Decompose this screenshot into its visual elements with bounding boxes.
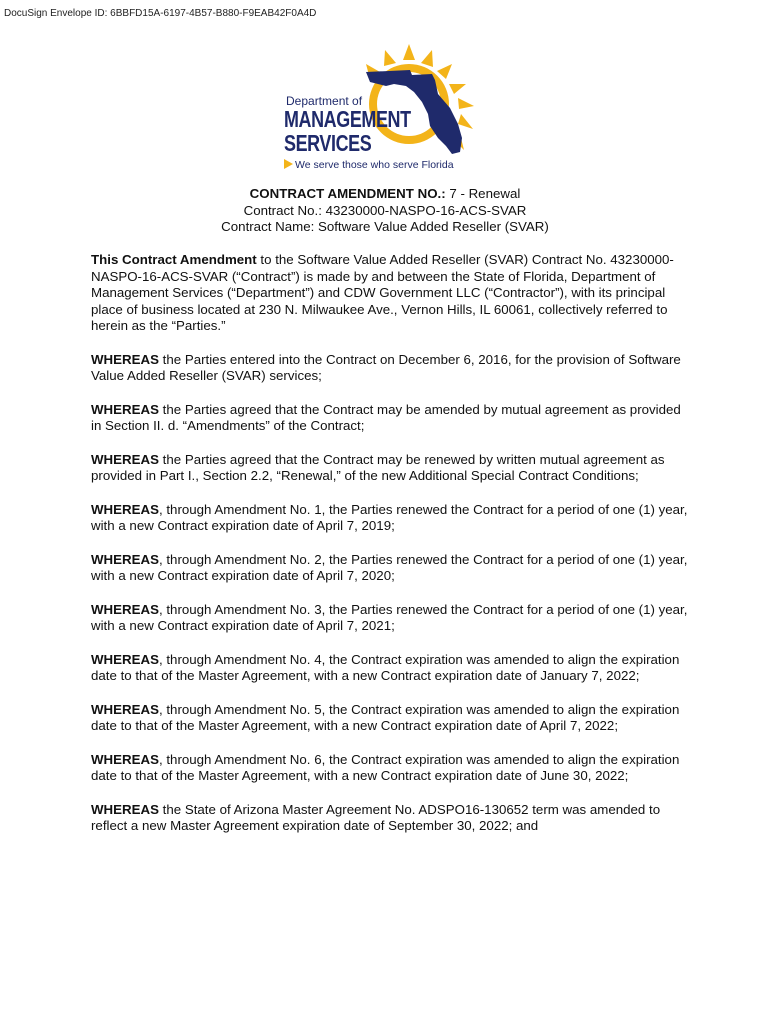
paragraph-lead: WHEREAS bbox=[91, 601, 159, 617]
paragraph-lead: This Contract Amendment bbox=[91, 252, 257, 267]
paragraph-text: , through Amendment No. 1, the Parties renewed the Contract for a period of one (1) year, with a new Contract expiration date of April 7, 2019; bbox=[91, 501, 688, 533]
paragraph-whereas bbox=[91, 552, 691, 585]
paragraph-whereas bbox=[91, 502, 691, 535]
paragraph-whereas bbox=[91, 602, 691, 635]
paragraph-whereas bbox=[91, 752, 691, 785]
paragraph-lead: WHEREAS bbox=[91, 801, 159, 817]
paragraph-text: the Parties agreed that the Contract may be amended by mutual agreement as provided in Section II. d. “Amendments” of the Contract; bbox=[91, 401, 681, 433]
logo-services-text: SERVICES bbox=[284, 130, 372, 156]
paragraph-text: the State of Arizona Master Agreement No. ADSPO16-130652 term was amended to reflect a new Master Agreement expiration date of September 30, 2022; and bbox=[91, 801, 661, 833]
document-body bbox=[91, 252, 691, 852]
paragraph-lead: WHEREAS bbox=[91, 751, 159, 767]
amendment-value: 7 - Renewal bbox=[445, 186, 521, 201]
paragraph-text: the Parties entered into the Contract on December 6, 2016, for the provision of Software Value Added Reseller (SVAR) services; bbox=[91, 351, 681, 383]
logo-management-text: MANAGEMENT bbox=[284, 106, 411, 132]
contract-name: Contract Name: Software Value Added Reseller (SVAR) bbox=[221, 219, 549, 234]
dms-logo bbox=[282, 42, 492, 174]
contract-header bbox=[0, 186, 770, 236]
paragraph-text: , through Amendment No. 5, the Contract expiration was amended to align the expiration date to that of the Master Agreement, with a new Contract expiration date of April 7, 2022; bbox=[91, 701, 680, 733]
paragraph-whereas bbox=[91, 702, 691, 735]
paragraph-text: , through Amendment No. 3, the Parties renewed the Contract for a period of one (1) year, with a new Contract expiration date of April 7, 2021; bbox=[91, 601, 688, 633]
play-arrow-icon bbox=[284, 159, 293, 169]
paragraph-whereas bbox=[91, 402, 691, 435]
paragraph-lead: WHEREAS bbox=[91, 701, 159, 717]
logo-tagline bbox=[284, 159, 454, 171]
paragraph-text: , through Amendment No. 4, the Contract expiration was amended to align the expiration date to that of the Master Agreement, with a new Contract expiration date of January 7, 2022; bbox=[91, 651, 680, 683]
paragraph-lead: WHEREAS bbox=[91, 451, 159, 467]
paragraph-lead: WHEREAS bbox=[91, 401, 159, 417]
logo-tagline-text: We serve those who serve Florida bbox=[295, 159, 454, 171]
paragraph-whereas bbox=[91, 652, 691, 685]
paragraph-lead: WHEREAS bbox=[91, 351, 159, 367]
paragraph-intro bbox=[91, 252, 691, 335]
paragraph-lead: WHEREAS bbox=[91, 551, 159, 567]
contract-number: Contract No.: 43230000-NASPO-16-ACS-SVAR bbox=[243, 202, 527, 218]
paragraph-whereas bbox=[91, 352, 691, 385]
paragraph-lead: WHEREAS bbox=[91, 651, 159, 667]
paragraph-lead: WHEREAS bbox=[91, 501, 159, 517]
paragraph-whereas bbox=[91, 802, 691, 835]
paragraph-text: , through Amendment No. 2, the Parties renewed the Contract for a period of one (1) year, with a new Contract expiration date of April 7, 2020; bbox=[91, 551, 688, 583]
paragraph-text: , through Amendment No. 6, the Contract expiration was amended to align the expiration date to that of the Master Agreement, with a new Contract expiration date of June 30, 2022; bbox=[91, 751, 680, 783]
amendment-label: CONTRACT AMENDMENT NO.: bbox=[249, 186, 446, 201]
docusign-envelope-id: DocuSign Envelope ID: 6BBFD15A-6197-4B57-B880-F9EAB42F0A4D bbox=[4, 8, 317, 19]
logo-department-text: Department of bbox=[286, 94, 363, 108]
paragraph-text: to the Software Value Added Reseller (SVAR) Contract No. 43230000-NASPO-16-ACS-SVAR (“Contract”) is made by and between the State of Florida, Department of Management Services (“Department”) and CDW Government LLC (“Contractor”), with its principal place of business located at 230 N. Milwaukee Ave., Vernon Hills, IL 60061, collectively referred to herein as the “Parties.” bbox=[91, 252, 674, 333]
paragraph-text: the Parties agreed that the Contract may be renewed by written mutual agreement as provided in Part I., Section 2.2, “Renewal,” of the new Additional Special Contract Conditions; bbox=[91, 451, 665, 483]
paragraph-whereas bbox=[91, 452, 691, 485]
amendment-line bbox=[0, 186, 770, 203]
